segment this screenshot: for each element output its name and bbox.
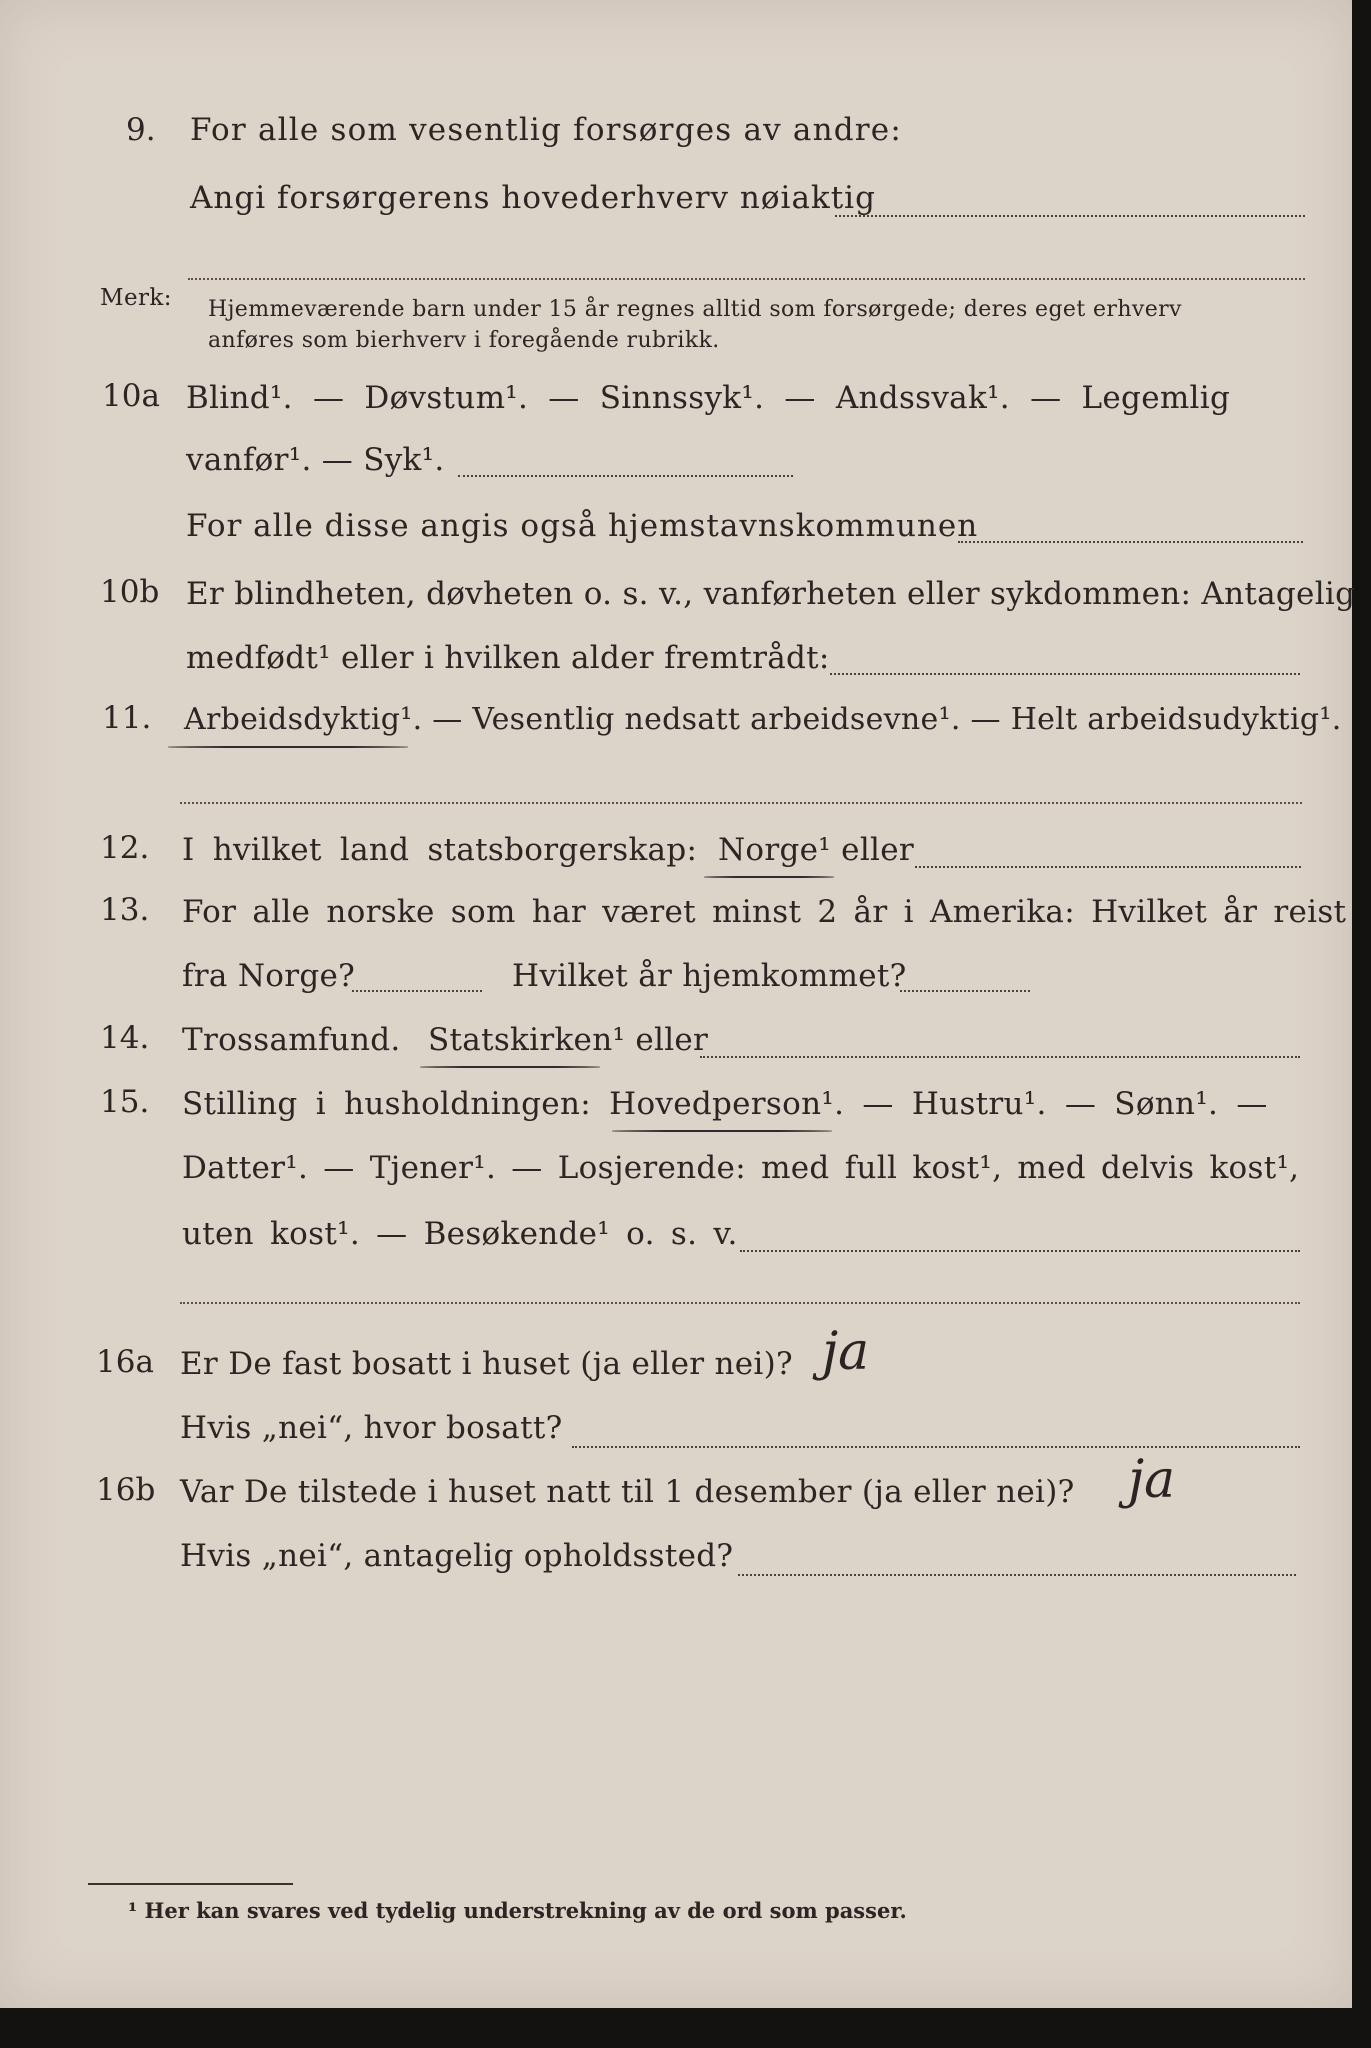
question-15-line-3: uten kost¹. — Besøkende¹ o. s. v. (182, 1216, 738, 1252)
question-16a-line-2: Hvis „nei“, hvor bosatt? (180, 1410, 563, 1446)
answer-field-12[interactable] (915, 866, 1301, 868)
question-12-norge: Norge¹ eller (718, 832, 915, 868)
question-10a-number: 10a (102, 378, 160, 414)
answer-field-9[interactable] (835, 215, 1305, 217)
answer-field-13-year-returned[interactable] (900, 990, 1030, 992)
question-9-line-2: Angi forsørgerens hovederhverv nøiaktig (190, 180, 876, 216)
question-10a-line-2: vanfør¹. — Syk¹. (186, 442, 445, 478)
question-16b-line-2: Hvis „nei“, antagelig opholdssted? (180, 1538, 734, 1574)
handwritten-answer-16b: ja (1128, 1450, 1176, 1510)
question-9-number: 9. (126, 112, 156, 148)
note-label: Merk: (100, 285, 172, 311)
handwritten-underline-arbeidsdyktig (168, 746, 408, 748)
question-10b-line-1: Er blindheten, døvheten o. s. v., vanførheten eller sykdommen: Antagelig (186, 576, 1356, 612)
question-11-number: 11. (102, 700, 152, 736)
handwritten-answer-16a: ja (822, 1322, 870, 1382)
question-14-text: Trossamfund. (182, 1022, 401, 1058)
question-13-number: 13. (100, 892, 150, 928)
answer-field-9-continued[interactable] (188, 278, 1305, 280)
answer-field-13-year-left[interactable] (352, 990, 482, 992)
question-16a-number: 16a (96, 1344, 154, 1380)
answer-field-15[interactable] (740, 1250, 1300, 1252)
scan-border (0, 2010, 1371, 2048)
question-10b-line-2: medfødt¹ eller i hvilken alder fremtrådt: (186, 640, 830, 676)
answer-field-16a[interactable] (572, 1446, 1300, 1448)
note-line-1: Hjemmeværende barn under 15 år regnes alltid som forsørgede; deres eget erhverv (208, 297, 1182, 322)
answer-field-16b[interactable] (738, 1574, 1296, 1576)
question-15-number: 15. (100, 1084, 150, 1120)
note-line-2: anføres som bierhverv i foregående rubrikk. (208, 328, 720, 353)
answer-field-10a-home-municipality[interactable] (958, 541, 1303, 543)
answer-field-10b[interactable] (830, 673, 1300, 675)
handwritten-underline-hovedperson (612, 1130, 832, 1132)
question-10b-number: 10b (100, 574, 160, 610)
question-16b-line-1: Var De tilstede i huset natt til 1 desember (ja eller nei)? (180, 1474, 1075, 1510)
answer-field-15-continued[interactable] (180, 1302, 1300, 1304)
question-10a-line-1: Blind¹. — Døvstum¹. — Sinnssyk¹. — Andssvak¹. — Legemlig (186, 380, 1231, 416)
question-14-statskirken: Statskirken¹ eller (428, 1022, 709, 1058)
handwritten-underline-norge (704, 876, 834, 878)
question-10a-line-3: For alle disse angis også hjemstavnskommunen (186, 508, 979, 544)
question-12-text: I hvilket land statsborgerskap: (182, 832, 698, 868)
question-16a-line-1: Er De fast bosatt i huset (ja eller nei)? (180, 1346, 793, 1382)
question-13-line-2a: fra Norge? (182, 958, 356, 994)
question-11-line-1: Arbeidsdyktig¹. — Vesentlig nedsatt arbeidsevne¹. — Helt arbeidsudyktig¹. (184, 702, 1342, 737)
answer-field-14[interactable] (700, 1056, 1300, 1058)
answer-field-10a-sick[interactable] (458, 475, 793, 477)
question-15-line-2: Datter¹. — Tjener¹. — Losjerende: med full kost¹, med delvis kost¹, (182, 1150, 1300, 1186)
question-12-number: 12. (100, 830, 150, 866)
question-9-line-1: For alle som vesentlig forsørges av andre: (190, 112, 902, 148)
answer-field-11[interactable] (180, 802, 1302, 804)
question-15-line-1: Stilling i husholdningen: Hovedperson¹. — Hustru¹. — Sønn¹. — (182, 1086, 1268, 1122)
question-13-line-2b: Hvilket år hjemkommet? (512, 958, 907, 994)
question-14-number: 14. (100, 1020, 150, 1056)
question-13-line-1: For alle norske som har været minst 2 år i Amerika: Hvilket år reist (182, 894, 1347, 930)
footnote-rule (88, 1883, 293, 1885)
question-16b-number: 16b (96, 1472, 156, 1508)
handwritten-underline-statskirken (420, 1066, 600, 1068)
footnote: ¹ Her kan svares ved tydelig understrekning av de ord som passer. (128, 1898, 907, 1923)
